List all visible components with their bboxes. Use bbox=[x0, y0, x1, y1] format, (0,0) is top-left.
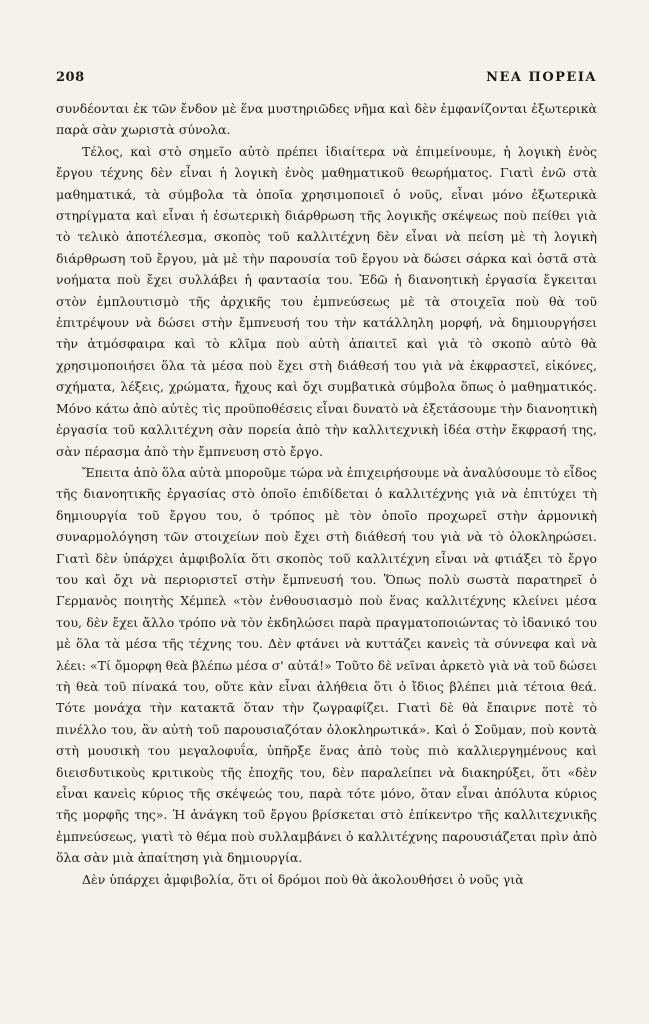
paragraph-2: Τέλος, καὶ στὸ σημεῖο αὐτὸ πρέπει ἰδιαίτερα νὰ ἐπιμείνουμε, ἡ λογικὴ ἑνὸς ἔργου τέχνης δὲν εἶναι ἡ λογικὴ ἑνὸς μαθηματικοῦ θεωρήματος. Γιατὶ ἐνῶ στὰ μαθηματικά, τὰ σύμβολα τὰ ὁποῖα χρησιμοποιεῖ ὁ νοῦς, εἶναι μόνο ἐξωτερικὰ στηρίγματα καὶ εἶναι ἡ ἐσωτερικὴ διάρθρωση τῆς λογικῆς σκέψεως ποὺ πείθει γιὰ τὸ τελικὸ ἀποτέλεσμα, σκοπὸς τοῦ καλλιτέχνη δὲν εἶναι νὰ πείση μὲ τὴ λογικὴ διάρθρωση τοῦ ἔργου, μὰ μὲ τὴν παρουσία τοῦ ἔργου νὰ δώσει σάρκα καὶ ὀστᾶ στὰ νοήματα ποὺ ἔχει συλλάβει ἡ φαντασία του. Ἐδῶ ἡ διανοητικὴ ἐργασία ἔγκειται στὸν ἐμπλουτισμὸ τῆς ἀρχικῆς του ἐμπνεύσεως μὲ τὰ στοιχεῖα ποὺ θὰ τοῦ ἐπιτρέψουν νὰ δώσει στὴν ἔμπνευσή του τὴν κατάλληλη μορφή, νὰ δημιουργήσει τὴν ἀτμόσφαιρα καὶ τὸ κλῖμα ποὺ αὐτὴ ἀπαιτεῖ καὶ γιὰ τὸ σκοπὸ αὐτὸ θὰ χρησιμοποιήσει ὅλα τὰ μέσα ποὺ ἔχει στὴ διάθεσή του γιὰ νὰ ἐκφραστεῖ, εἰκόνες, σχήματα, λέξεις, χρώματα, ἤχους καὶ ὄχι συμβατικὰ σύμβολα ὅπως ὁ μαθηματικός. Μόνο κάτω ἀπὸ αὐτὲς τὶς προϋποθέσεις εἶναι δυνατὸ νὰ ἐξετάσουμε τὴν διανοητικὴ ἐργασία τοῦ καλλιτέχνη σὰν πορεία ἀπὸ τὴν καλλιτεχνικὴ ἰδέα στὴν ἔκφρασή της, σὰν πέρασμα ἀπὸ τὴν ἔμπνευση στὸ ἔργο. bbox=[56, 143, 597, 459]
running-title: ΝΕΑ ΠΟΡΕΙΑ bbox=[486, 70, 597, 85]
paragraph-1: συνδέονται ἐκ τῶν ἔνδον μὲ ἕνα μυστηριῶδες νῆμα καὶ δὲν ἐμφανίζονται ἐξωτερικὰ παρὰ σὰν χωριστὰ σύνολα. bbox=[56, 101, 597, 138]
page-number: 208 bbox=[56, 70, 85, 85]
paragraph-3: Ἔπειτα ἀπὸ ὅλα αὐτὰ μποροῦμε τώρα νὰ ἐπιχειρήσουμε νὰ ἀναλύσουμε τὸ εἶδος τῆς διανοητικῆς ἐργασίας στὸ ὁποῖο ἐπιδίδεται ὁ καλλιτέχνης γιὰ νὰ ἐπιτύχει τὴ δημιουργία τοῦ ἔργου του, ὁ τρόπος μὲ τὸν ὁποῖο προχωρεῖ στὴν ἁρμονικὴ συναρμολόγηση τῶν στοιχείων ποὺ ἔχει στὴ διάθεσή του γιὰ νὰ τὸ ὁλοκληρώσει. Γιατὶ δὲν ὑπάρχει ἀμφιβολία ὅτι σκοπὸς τοῦ καλλιτέχνη εἶναι νὰ φτιάξει τὸ ἔργο του καὶ ὄχι νὰ περιοριστεῖ στὴν ἔμπνευσή του. Ὅπως πολὺ σωστὰ παρατηρεῖ ὁ Γερμανὸς ποιητὴς Χέμπελ «τὸν ἐνθουσιασμὸ ποὺ ἕνας καλλιτέχνης κλείνει μέσα του, δὲν ἔχει ἄλλο τρόπο νὰ τὸν ἐκδηλώσει παρὰ πραγματοποιώντας τὸ ἰδανικό του μὲ ὅλα τὰ μέσα τῆς τέχνης του. Δὲν φτάνει νὰ κυττάζει κανεὶς τὰ σύννεφα καὶ νὰ λέει: «Τί ὄμορφη θεὰ βλέπω μέσα σ' αὐτά!» Τοῦτο δὲ νεῖναι ἀρκετὸ γιὰ νὰ τοῦ δώσει τὴ θεὰ τοῦ πίνακά του, οὔτε κὰν εἶναι ἀλήθεια ὅτι ὁ ἴδιος βλέπει μιὰ τέτοια θεά. Τότε μονάχα τὴν κατακτᾶ ὅταν τὴν ζωγραφίζει. Γιατὶ δὲ θὰ ἔπαιρνε ποτὲ τὸ πινέλλο του, ἂν αὐτὴ τοῦ παρουσιαζόταν ὁλοκληρωτικά». Καὶ ὁ Σοῦμαν, ποὺ κοντὰ στὴ μουσικὴ του μεγαλοφυΐα, ὑπῆρξε ἕνας ἀπὸ τοὺς πιὸ καλλιεργημένους καὶ διεισδυτικοὺς κριτικοὺς τῆς ἐποχῆς του, δὲν παραλείπει νὰ διακηρύξει, ὅτι «δὲν εἶναι κανεὶς κύριος τῆς σκέψεώς του, παρὰ τότε μόνο, ὅταν εἶναι ἀπόλυτα κύριος τῆς μορφῆς της». Ἡ ἀνάγκη τοῦ ἔργου βρίσκεται στὸ ἐπίκεντρο τῆς καλλιτεχνικῆς ἐμπνεύσεως, γιατὶ τὸ θέμα ποὺ συλλαμβάνει ὁ καλλιτέχνης παρουσιάζεται πρὶν ἀπὸ ὅλα σὰν μιὰ ἀπαίτηση γιὰ δημιουργία. bbox=[56, 464, 597, 866]
page-header bbox=[56, 70, 597, 92]
body-text bbox=[56, 98, 597, 890]
paragraph-4: Δὲν ὑπάρχει ἀμφιβολία, ὅτι οἱ δρόμοι ποὺ θὰ ἀκολουθήσει ὁ νοῦς γιὰ bbox=[82, 871, 524, 887]
